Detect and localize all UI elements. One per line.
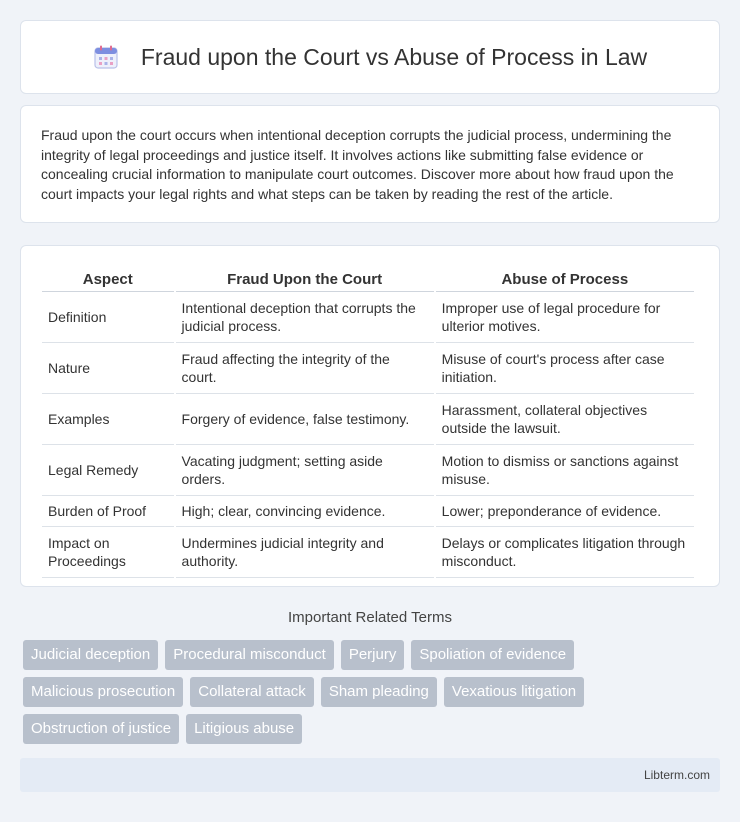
tag-row (23, 640, 723, 670)
row-aspect: Examples (42, 394, 174, 445)
table-row (42, 292, 694, 343)
row-fraud: Intentional deception that corrupts the judicial process. (176, 292, 434, 343)
table-header-row (42, 268, 694, 292)
row-fraud: Vacating judgment; setting aside orders. (176, 445, 434, 496)
comparison-table (40, 268, 696, 578)
page-title: Fraud upon the Court vs Abuse of Process in Law (140, 43, 648, 70)
header-aspect: Aspect (42, 268, 174, 292)
table-row (42, 343, 694, 394)
footer (20, 758, 720, 792)
header-abuse-of-process: Abuse of Process (436, 268, 694, 292)
tag-judicial-deception[interactable]: Judicial deception (23, 640, 158, 670)
row-abuse: Lower; preponderance of evidence. (436, 496, 694, 527)
tag-row (23, 714, 723, 744)
title-card (20, 20, 720, 94)
tag-sham-pleading[interactable]: Sham pleading (321, 677, 437, 707)
comparison-card (20, 245, 720, 587)
tag-spoliation-of-evidence[interactable]: Spoliation of evidence (411, 640, 574, 670)
intro-card (20, 105, 720, 223)
intro-text: Fraud upon the court occurs when intentional deception corrupts the judicial process, undermining the integrity of legal proceedings and justice itself. It involves actions like submitting false evidence or concealing crucial information to manipulate court outcomes. Discover more about how fraud upon the court impacts your legal rights and what steps can be taken by reading the rest of the article. (41, 127, 674, 202)
tag-collateral-attack[interactable]: Collateral attack (190, 677, 314, 707)
tag-perjury[interactable]: Perjury (341, 640, 405, 670)
related-terms-title: Important Related Terms (288, 609, 452, 626)
related-terms-tags (23, 640, 723, 751)
tag-vexatious-litigation[interactable]: Vexatious litigation (444, 677, 584, 707)
row-aspect: Legal Remedy (42, 445, 174, 496)
table-row (42, 394, 694, 445)
tag-obstruction-of-justice[interactable]: Obstruction of justice (23, 714, 179, 744)
row-abuse: Improper use of legal procedure for ulterior motives. (436, 292, 694, 343)
row-fraud: Undermines judicial integrity and authority. (176, 527, 434, 578)
row-aspect: Burden of Proof (42, 496, 174, 527)
table-row (42, 527, 694, 578)
tag-litigious-abuse[interactable]: Litigious abuse (186, 714, 302, 744)
row-aspect: Impact on Proceedings (42, 527, 174, 578)
header-fraud-upon-court: Fraud Upon the Court (176, 268, 434, 292)
table-row (42, 496, 694, 527)
row-fraud: High; clear, convincing evidence. (176, 496, 434, 527)
table-row (42, 445, 694, 496)
tag-procedural-misconduct[interactable]: Procedural misconduct (165, 640, 334, 670)
row-abuse: Misuse of court's process after case initiation. (436, 343, 694, 394)
row-abuse: Delays or complicates litigation through misconduct. (436, 527, 694, 578)
tag-row (23, 677, 723, 707)
calendar-icon (93, 44, 119, 70)
row-abuse: Motion to dismiss or sanctions against misuse. (436, 445, 694, 496)
row-abuse: Harassment, collateral objectives outside the lawsuit. (436, 394, 694, 445)
footer-brand-link[interactable]: Libterm.com (643, 768, 710, 782)
row-aspect: Definition (42, 292, 174, 343)
tag-malicious-prosecution[interactable]: Malicious prosecution (23, 677, 183, 707)
row-fraud: Fraud affecting the integrity of the court. (176, 343, 434, 394)
row-fraud: Forgery of evidence, false testimony. (176, 394, 434, 445)
row-aspect: Nature (42, 343, 174, 394)
